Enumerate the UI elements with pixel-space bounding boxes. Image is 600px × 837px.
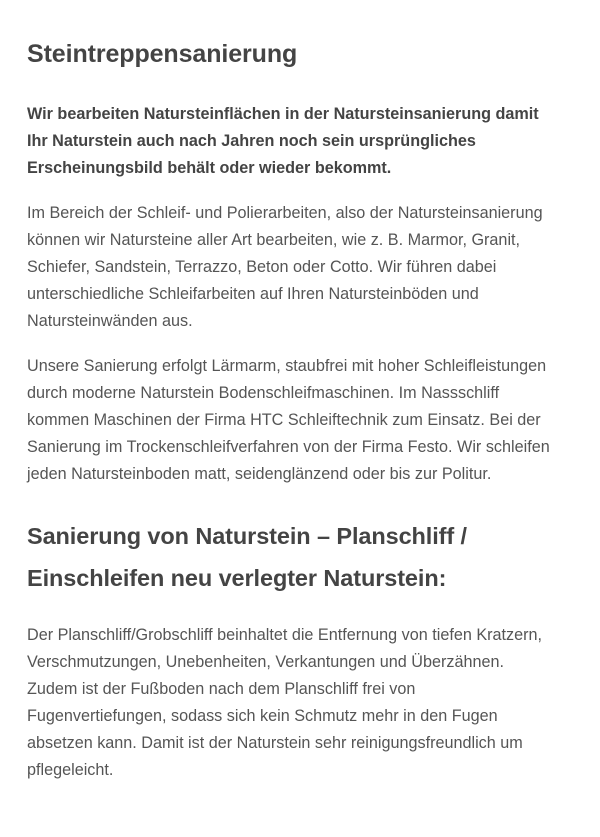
paragraph-line: Fugenvertiefungen, sodass sich kein Schmutz mehr in den Fugen	[27, 707, 498, 725]
section-heading-line: Einschleifen neu verlegter Naturstein:	[27, 565, 447, 591]
lead-line: Erscheinungsbild behält oder wieder bekommt.	[27, 159, 392, 177]
page-title: Steintreppensanierung	[27, 40, 298, 68]
paragraph-line: unterschiedliche Schleifarbeiten auf Ihren Natursteinböden und	[27, 285, 479, 303]
paragraph-line: Verschmutzungen, Unebenheiten, Verkantungen und Überzähnen.	[27, 653, 504, 671]
paragraph-line: Sanierung im Trockenschleifverfahren von der Firma Festo. Wir schleifen	[27, 438, 550, 456]
paragraph-line: durch moderne Naturstein Bodenschleifmaschinen. Im Nassschliff	[27, 384, 500, 402]
paragraph-line: Natursteinwänden aus.	[27, 312, 193, 330]
paragraph-line: kommen Maschinen der Firma HTC Schleiftechnik zum Einsatz. Bei der	[27, 411, 541, 429]
paragraph-line: jeden Natursteinboden matt, seidenglänzend oder bis zur Politur.	[27, 465, 492, 483]
paragraph-line: Zudem ist der Fußboden nach dem Planschliff frei von	[27, 680, 416, 698]
lead-line: Wir bearbeiten Natursteinflächen in der Natursteinsanierung damit	[27, 105, 539, 123]
paragraph-line: absetzen kann. Damit ist der Naturstein sehr reinigungsfreundlich um	[27, 734, 523, 752]
paragraph-line: Der Planschliff/Grobschliff beinhaltet die Entfernung von tiefen Kratzern,	[27, 626, 542, 644]
paragraph-line: Im Bereich der Schleif- und Polierarbeiten, also der Natursteinsanierung	[27, 204, 543, 222]
section-heading-line: Sanierung von Naturstein – Planschliff /	[27, 523, 467, 549]
paragraph-line: pflegeleicht.	[27, 761, 114, 779]
paragraph-line: können wir Natursteine aller Art bearbeiten, wie z. B. Marmor, Granit,	[27, 231, 521, 249]
paragraph-line: Unsere Sanierung erfolgt Lärmarm, staubfrei mit hoher Schleifleistungen	[27, 357, 547, 375]
paragraph-line: Schiefer, Sandstein, Terrazzo, Beton oder Cotto. Wir führen dabei	[27, 258, 497, 276]
lead-line: Ihr Naturstein auch nach Jahren noch sein ursprüngliches	[27, 132, 476, 150]
